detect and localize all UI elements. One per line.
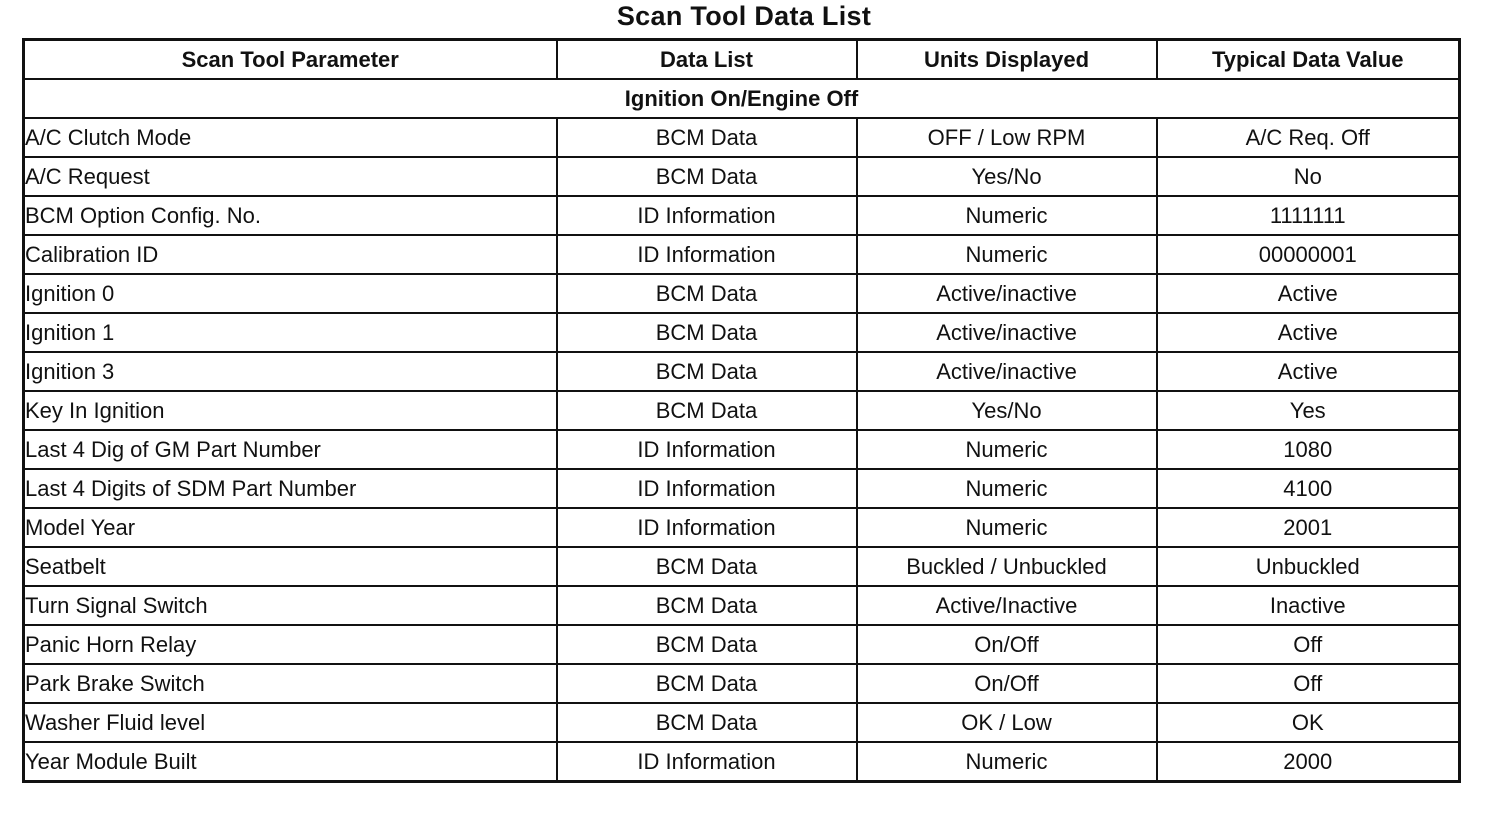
cell-parameter: Panic Horn Relay xyxy=(24,625,557,664)
cell-data-list: ID Information xyxy=(557,742,857,782)
header-row xyxy=(24,40,1460,80)
table-row xyxy=(24,391,1460,430)
cell-typical-data-value: Active xyxy=(1157,274,1460,313)
header-data-list: Data List xyxy=(557,40,857,80)
cell-data-list: ID Information xyxy=(557,508,857,547)
cell-units-displayed: Numeric xyxy=(857,508,1157,547)
cell-data-list: ID Information xyxy=(557,235,857,274)
cell-parameter: Model Year xyxy=(24,508,557,547)
cell-units-displayed: Active/inactive xyxy=(857,352,1157,391)
cell-data-list: BCM Data xyxy=(557,547,857,586)
cell-parameter: A/C Request xyxy=(24,157,557,196)
cell-typical-data-value: 2001 xyxy=(1157,508,1460,547)
table-row xyxy=(24,313,1460,352)
scan-tool-data-table xyxy=(22,38,1461,783)
cell-typical-data-value: 2000 xyxy=(1157,742,1460,782)
cell-data-list: BCM Data xyxy=(557,274,857,313)
cell-units-displayed: Numeric xyxy=(857,469,1157,508)
section-label: Ignition On/Engine Off xyxy=(24,79,1460,118)
table-row xyxy=(24,742,1460,782)
cell-parameter: Key In Ignition xyxy=(24,391,557,430)
cell-units-displayed: Yes/No xyxy=(857,157,1157,196)
table-row xyxy=(24,274,1460,313)
section-row xyxy=(24,79,1460,118)
cell-typical-data-value: Yes xyxy=(1157,391,1460,430)
cell-parameter: Last 4 Digits of SDM Part Number xyxy=(24,469,557,508)
cell-data-list: BCM Data xyxy=(557,703,857,742)
table-row xyxy=(24,157,1460,196)
table-row xyxy=(24,430,1460,469)
cell-units-displayed: Buckled / Unbuckled xyxy=(857,547,1157,586)
cell-data-list: ID Information xyxy=(557,469,857,508)
table-row xyxy=(24,196,1460,235)
cell-parameter: Ignition 1 xyxy=(24,313,557,352)
table-row xyxy=(24,469,1460,508)
cell-units-displayed: OFF / Low RPM xyxy=(857,118,1157,157)
header-scan-tool-parameter: Scan Tool Parameter xyxy=(24,40,557,80)
cell-parameter: A/C Clutch Mode xyxy=(24,118,557,157)
cell-data-list: BCM Data xyxy=(557,391,857,430)
cell-parameter: Park Brake Switch xyxy=(24,664,557,703)
cell-units-displayed: Numeric xyxy=(857,196,1157,235)
header-typical-data-value: Typical Data Value xyxy=(1157,40,1460,80)
cell-parameter: Turn Signal Switch xyxy=(24,586,557,625)
cell-typical-data-value: Unbuckled xyxy=(1157,547,1460,586)
table-row xyxy=(24,664,1460,703)
cell-units-displayed: Numeric xyxy=(857,235,1157,274)
cell-typical-data-value: Inactive xyxy=(1157,586,1460,625)
cell-data-list: BCM Data xyxy=(557,352,857,391)
cell-parameter: Ignition 0 xyxy=(24,274,557,313)
cell-typical-data-value: 1111111 xyxy=(1157,196,1460,235)
cell-typical-data-value: Active xyxy=(1157,352,1460,391)
cell-typical-data-value: 4100 xyxy=(1157,469,1460,508)
cell-typical-data-value: OK xyxy=(1157,703,1460,742)
cell-typical-data-value: 00000001 xyxy=(1157,235,1460,274)
cell-units-displayed: OK / Low xyxy=(857,703,1157,742)
cell-parameter: Ignition 3 xyxy=(24,352,557,391)
table-row xyxy=(24,235,1460,274)
table-row xyxy=(24,625,1460,664)
cell-data-list: BCM Data xyxy=(557,664,857,703)
table-row xyxy=(24,118,1460,157)
cell-units-displayed: Numeric xyxy=(857,430,1157,469)
cell-parameter: Seatbelt xyxy=(24,547,557,586)
table-row xyxy=(24,352,1460,391)
cell-units-displayed: Numeric xyxy=(857,742,1157,782)
cell-parameter: BCM Option Config. No. xyxy=(24,196,557,235)
cell-units-displayed: On/Off xyxy=(857,625,1157,664)
cell-typical-data-value: Active xyxy=(1157,313,1460,352)
cell-parameter: Year Module Built xyxy=(24,742,557,782)
cell-data-list: ID Information xyxy=(557,430,857,469)
cell-units-displayed: On/Off xyxy=(857,664,1157,703)
cell-data-list: ID Information xyxy=(557,196,857,235)
cell-typical-data-value: A/C Req. Off xyxy=(1157,118,1460,157)
cell-data-list: BCM Data xyxy=(557,625,857,664)
cell-data-list: BCM Data xyxy=(557,313,857,352)
cell-typical-data-value: Off xyxy=(1157,664,1460,703)
cell-parameter: Last 4 Dig of GM Part Number xyxy=(24,430,557,469)
cell-data-list: BCM Data xyxy=(557,157,857,196)
cell-parameter: Washer Fluid level xyxy=(24,703,557,742)
table-row xyxy=(24,586,1460,625)
table-row xyxy=(24,547,1460,586)
cell-units-displayed: Yes/No xyxy=(857,391,1157,430)
cell-data-list: BCM Data xyxy=(557,118,857,157)
cell-typical-data-value: No xyxy=(1157,157,1460,196)
page-title: Scan Tool Data List xyxy=(616,1,872,31)
table-row xyxy=(24,703,1460,742)
cell-units-displayed: Active/Inactive xyxy=(857,586,1157,625)
table-row xyxy=(24,508,1460,547)
header-units-displayed: Units Displayed xyxy=(857,40,1157,80)
cell-typical-data-value: 1080 xyxy=(1157,430,1460,469)
cell-parameter: Calibration ID xyxy=(24,235,557,274)
cell-units-displayed: Active/inactive xyxy=(857,313,1157,352)
cell-data-list: BCM Data xyxy=(557,586,857,625)
cell-typical-data-value: Off xyxy=(1157,625,1460,664)
cell-units-displayed: Active/inactive xyxy=(857,274,1157,313)
